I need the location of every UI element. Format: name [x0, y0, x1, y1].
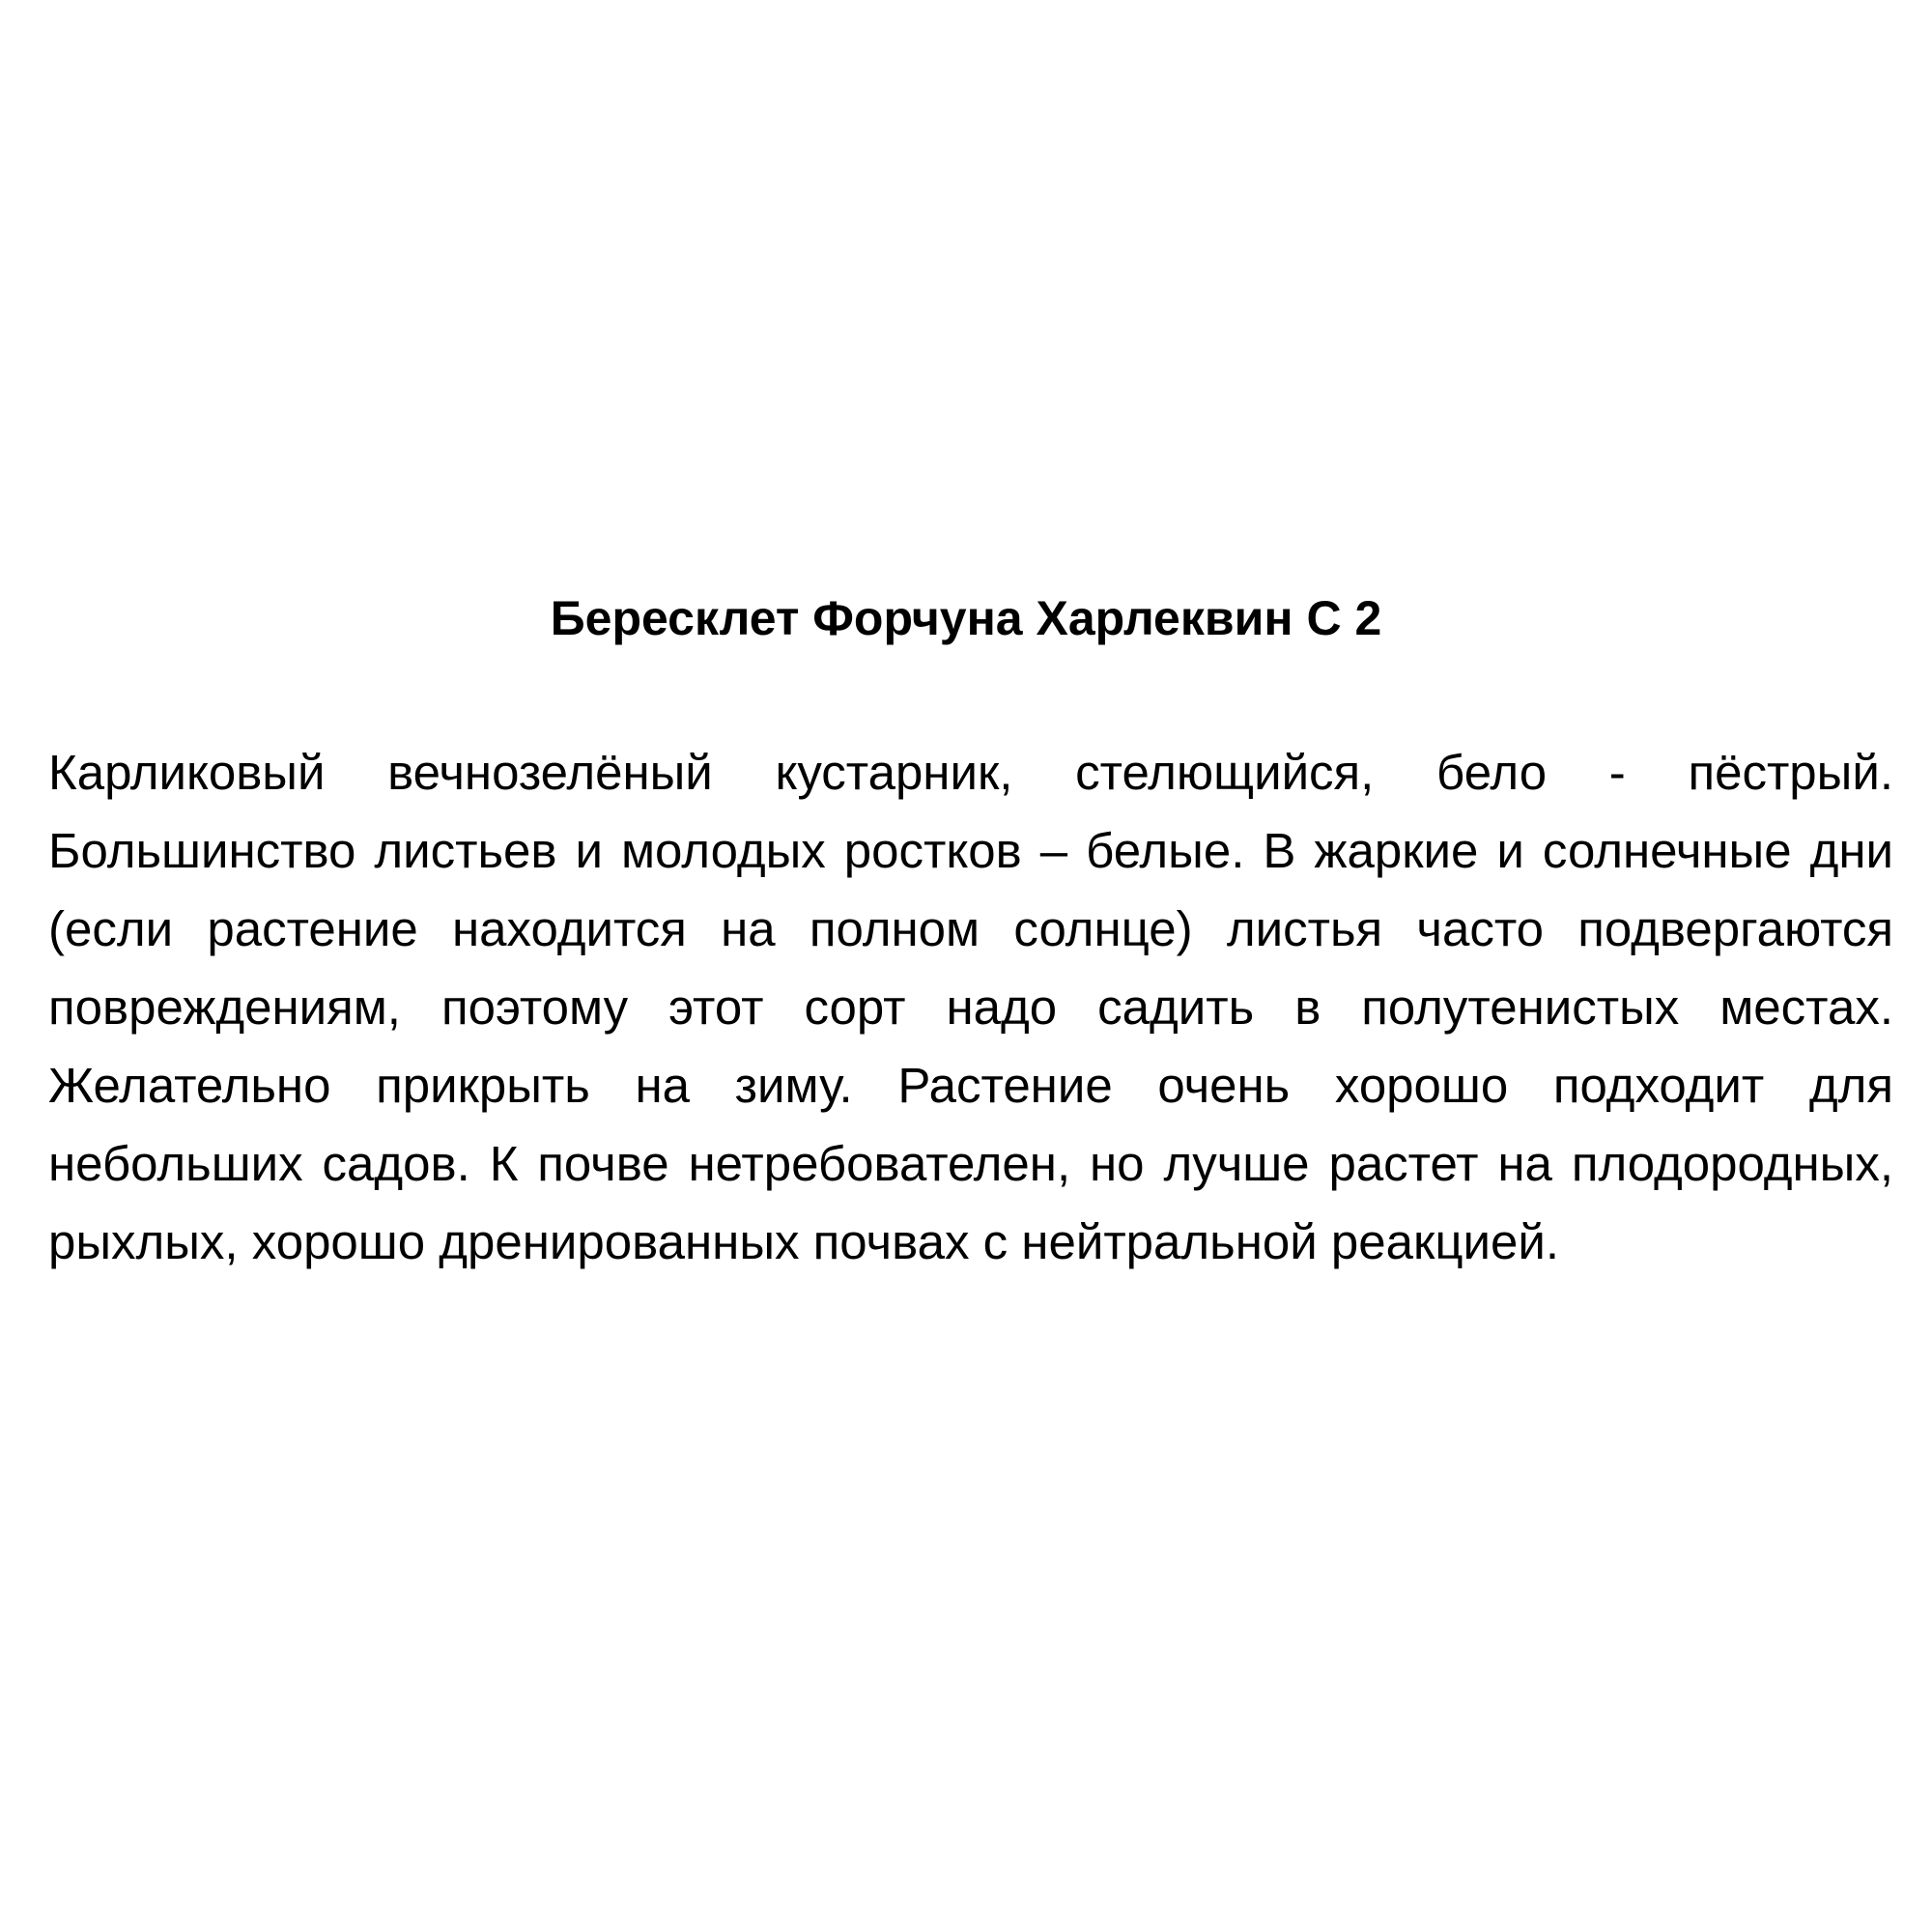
description-paragraph: Карликовый вечнозелёный кустарник, стелющийся, бело - пёстрый. Большинство листьев и молодых ростков – белые. В жаркие и солнечные дни (если растение находится на полном солнце) листья часто подвергаются повреждениям, поэтому этот сорт надо садить в полутенистых местах. Желательно прикрыть на зиму. Растение очень хорошо подходит для небольших садов. К почве нетребователен, но лучше растет на плодородных, рыхлых, хорошо дренированных почвах с нейтральной реакцией. — [48, 745, 1893, 1269]
document-title: Бересклет Форчуна Харлеквин С 2 — [550, 591, 1382, 645]
